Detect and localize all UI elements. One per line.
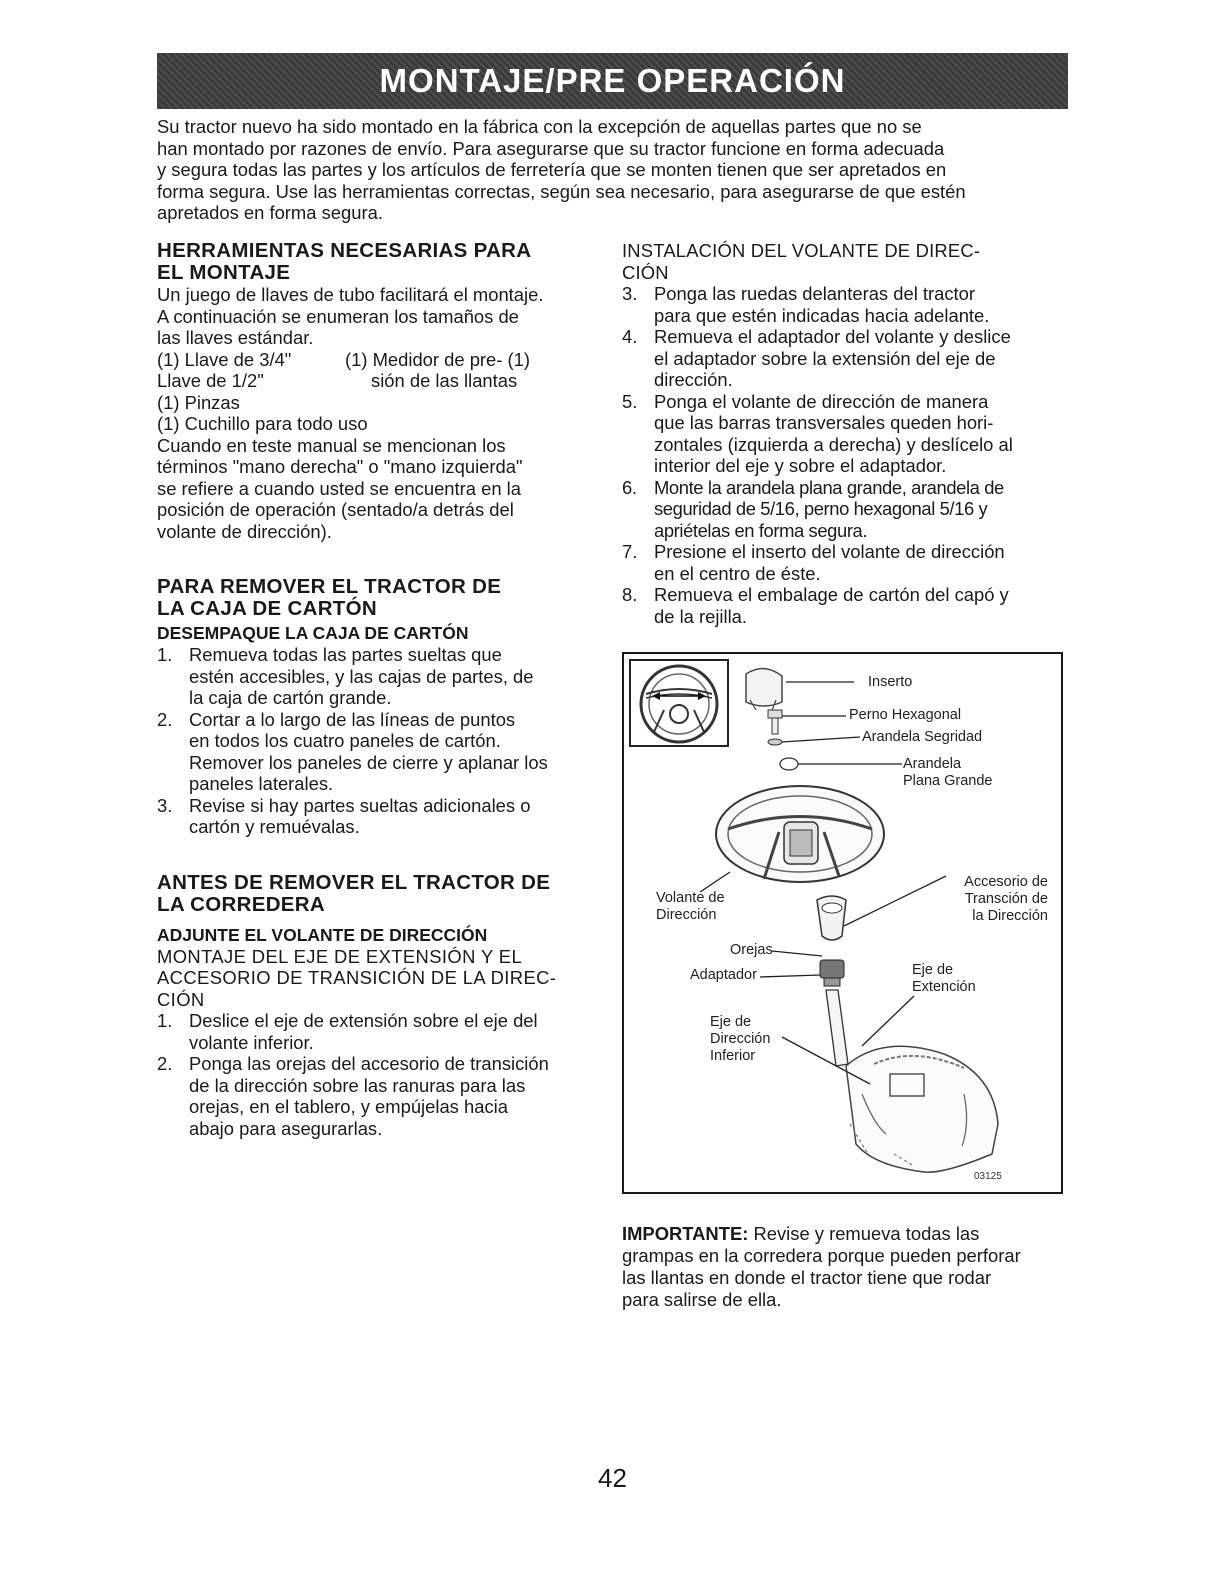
tool-item: (1) Cuchillo para todo uso: [157, 413, 368, 434]
label-line: Arandela: [903, 756, 962, 772]
label-line: Eje de: [710, 1014, 752, 1030]
hand-note: [157, 435, 597, 543]
tool-item: (1) Medidor de pre- (1): [345, 348, 530, 370]
body-line: Un juego de llaves de tubo facilitará el montaje.: [157, 284, 544, 305]
heading-line: LA CORREDERA: [157, 892, 325, 916]
heading-line: HERRAMIENTAS NECESARIAS PARA: [157, 239, 532, 262]
leader-line: [862, 996, 914, 1046]
caps-line: MONTAJE DEL EJE DE EXTENSIÓN Y EL: [157, 945, 523, 967]
step-number: 8.: [622, 584, 638, 605]
steps-antes: [157, 1010, 597, 1139]
intro-line: forma segura. Use las herramientas correctas, según sea necesario, para asegurarse de que estén: [157, 180, 966, 202]
importante-note: [622, 1223, 1072, 1311]
list-item: [157, 795, 597, 838]
intro-paragraph: [157, 116, 1068, 224]
step-line: Ponga el volante de dirección de manera: [654, 390, 989, 412]
label-line: Transción de: [964, 891, 1048, 907]
caps-line: CIÓN: [622, 261, 669, 283]
dashboard-part: [846, 1046, 998, 1172]
body-line: posición de operación (sentado/a detrás del: [157, 499, 514, 520]
label-perno: Perno Hexagonal: [849, 707, 962, 723]
step-number: 1.: [157, 1010, 173, 1031]
step-line: de la dirección sobre las ranuras para las: [189, 1074, 526, 1096]
adapter-part: [820, 960, 844, 986]
list-item: [622, 283, 1072, 326]
heading-line: LA CAJA DE CARTÓN: [157, 597, 377, 620]
heading-line: PARA REMOVER EL TRACTOR DE: [157, 575, 502, 598]
extension-shaft-part: [826, 990, 848, 1066]
steps-remover: [157, 644, 597, 838]
label-line: Volante de: [656, 890, 725, 906]
step-number: 3.: [622, 283, 638, 304]
label-line: Inferior: [710, 1048, 756, 1064]
step-line: zontales (izquierda a derecha) y deslícelo al: [654, 433, 1013, 455]
intro-line: han montado por razones de envío. Para asegurarse que su tractor funcione en forma adecuada: [157, 137, 945, 159]
lock-washer-part: [768, 739, 782, 745]
transition-accessory-part: [817, 896, 846, 940]
step-line: interior del eje y sobre el adaptador.: [654, 455, 947, 476]
insert-cap-part: [746, 668, 782, 710]
caps-line: ACCESORIO DE TRANSICIÓN DE LA DIREC-: [157, 967, 557, 988]
heading-line: EL MONTAJE: [157, 261, 291, 284]
step-number: 1.: [157, 644, 173, 665]
body-line: las llaves estándar.: [157, 327, 314, 348]
step-number: 2.: [157, 708, 173, 730]
list-item: [622, 326, 1072, 391]
step-number: 6.: [622, 476, 637, 498]
label-line: la Dirección: [972, 908, 1048, 924]
body-line: volante de dirección).: [157, 520, 332, 542]
right-column: [622, 240, 1072, 627]
label-eje-extencion: [912, 962, 976, 996]
step-number: 2.: [157, 1053, 173, 1074]
label-orejas: Orejas: [730, 942, 773, 958]
importante-line: las llantas en donde el tractor tiene que rodar: [622, 1267, 992, 1288]
list-item: [157, 1053, 597, 1139]
step-line: para que estén indicadas hacia adelante.: [654, 304, 990, 326]
step-line: Monte la arandela plana grande, arandela de: [654, 476, 1004, 498]
step-number: 5.: [622, 390, 638, 412]
herramientas-body: [157, 284, 597, 349]
step-number: 3.: [157, 794, 173, 816]
importante-label: IMPORTANTE:: [622, 1223, 749, 1244]
step-line: Revise si hay partes sueltas adicionales o: [189, 794, 531, 816]
step-line: en el centro de éste.: [654, 562, 821, 584]
step-line: cartón y remuévalas.: [189, 816, 360, 837]
heading-herramientas: [157, 240, 597, 284]
step-line: apriételas en forma segura.: [654, 519, 868, 541]
step-line: Remover los paneles de cierre y aplanar los: [189, 751, 548, 773]
step-line: de la rejilla.: [654, 605, 748, 627]
heading-antes: [157, 872, 597, 916]
intro-line: y segura todas las partes y los artículos de ferretería que se monten tienen que ser apretados en: [157, 159, 947, 180]
label-eje-inferior: [710, 1014, 770, 1065]
step-number: 7.: [622, 541, 638, 562]
heading-line: ANTES DE REMOVER EL TRACTOR DE: [157, 870, 551, 894]
list-item: [622, 541, 1072, 584]
hex-bolt-part: [768, 710, 782, 734]
step-line: que las barras transversales queden hori-: [654, 412, 994, 433]
steering-wheel-diagram: [622, 652, 1063, 1194]
importante-line: [622, 1223, 1072, 1245]
step-line: en todos los cuatro paneles de cartón.: [189, 730, 501, 751]
step-line: el adaptador sobre la extensión del eje de: [654, 347, 996, 369]
list-item: [157, 644, 597, 709]
tools-list: [157, 349, 597, 392]
step-line: Cortar a lo largo de las líneas de puntos: [189, 708, 516, 730]
step-line: Remueva todas las partes sueltas que: [189, 644, 502, 665]
list-item: [622, 391, 1072, 477]
left-column: [157, 240, 597, 1139]
steps-instalacion: [622, 283, 1072, 627]
subheading-desempaque: DESEMPAQUE LA CAJA DE CARTÓN: [157, 623, 469, 643]
importante-line: grampas en la corredera porque pueden perforar: [622, 1245, 1021, 1266]
list-item: [622, 584, 1072, 627]
inset-frame: [630, 660, 728, 746]
step-line: seguridad de 5/16, perno hexagonal 5/16 y: [654, 498, 988, 519]
step-line: volante inferior.: [189, 1031, 314, 1053]
importante-first: Revise y remueva todas las: [748, 1223, 980, 1244]
list-item: [157, 709, 597, 795]
intro-line: Su tractor nuevo ha sido montado en la fábrica con la excepción de aquellas partes que no se: [157, 116, 922, 137]
tool-item: sión de las llantas: [371, 370, 518, 391]
label-line: Dirección: [656, 907, 717, 923]
step-line: paneles laterales.: [189, 773, 334, 794]
leader-line: [772, 951, 822, 956]
step-line: dirección.: [654, 369, 733, 390]
label-line: Accesorio de: [964, 874, 1048, 890]
label-inserto: Inserto: [868, 674, 913, 690]
label-arandela-plana: [903, 756, 992, 790]
step-line: Remueva el adaptador del volante y deslice: [654, 326, 1011, 347]
steering-wheel-part: [716, 786, 884, 882]
flat-washer-part: [780, 758, 798, 770]
leader-line: [700, 872, 730, 892]
step-line: abajo para asegurarlas.: [189, 1117, 383, 1139]
importante-line: para salirse de ella.: [622, 1289, 782, 1310]
caps-line: CIÓN: [157, 988, 205, 1010]
label-line: Plana Grande: [903, 773, 993, 789]
tool-item: Llave de 1/2": [157, 370, 264, 391]
step-line: Remueva el embalage de cartón del capó y: [654, 584, 1009, 605]
intro-line: apretados en forma segura.: [157, 202, 383, 223]
step-line: Presione el inserto del volante de dirección: [654, 541, 1005, 562]
step-line: orejas, en el tablero, y empújelas hacia: [189, 1096, 508, 1117]
leader-line: [760, 975, 820, 977]
page-title: MONTAJE/PRE OPERACIÓN: [379, 62, 846, 99]
body-line: Cuando en teste manual se mencionan los: [157, 434, 506, 456]
page-number: 42: [598, 1463, 627, 1493]
step-number: 4.: [622, 326, 638, 347]
list-item: [622, 477, 1072, 542]
label-accesorio: [948, 874, 1048, 925]
label-adaptador: Adaptador: [690, 967, 757, 983]
leader-line: [782, 737, 860, 742]
subheading-adjunte: ADJUNTE EL VOLANTE DE DIRECCIÓN: [157, 924, 488, 945]
label-line: Dirección: [710, 1031, 771, 1047]
step-line: Ponga las ruedas delanteras del tractor: [654, 283, 976, 304]
step-line: estén accesibles, y las cajas de partes, de: [189, 665, 534, 687]
section-banner: [157, 53, 1068, 109]
tool-item: (1) Llave de 3/4": [157, 348, 292, 370]
label-line: Extención: [912, 979, 976, 995]
label-line: Eje de: [912, 962, 954, 978]
caps-instalacion: [622, 240, 1072, 283]
caps-line: INSTALACIÓN DEL VOLANTE DE DIREC-: [622, 240, 981, 261]
body-line: A continuación se enumeran los tamaños de: [157, 305, 519, 327]
body-line: se refiere a cuando usted se encuentra en la: [157, 477, 521, 499]
figure-code: 03125: [974, 1171, 1002, 1182]
caps-montaje: [157, 946, 597, 1011]
label-volante: [656, 890, 725, 924]
step-line: Deslice el eje de extensión sobre el eje del: [189, 1010, 538, 1031]
list-item: [157, 1010, 597, 1053]
label-arandela-segridad: Arandela Segridad: [862, 729, 983, 745]
tool-item: (1) Pinzas: [157, 391, 240, 413]
leader-line: [844, 876, 946, 926]
step-line: la caja de cartón grande.: [189, 687, 392, 708]
tools-more: [157, 392, 597, 435]
heading-remover: [157, 576, 597, 620]
body-line: términos "mano derecha" o "mano izquierda": [157, 456, 523, 477]
step-line: Ponga las orejas del accesorio de transición: [189, 1053, 549, 1074]
